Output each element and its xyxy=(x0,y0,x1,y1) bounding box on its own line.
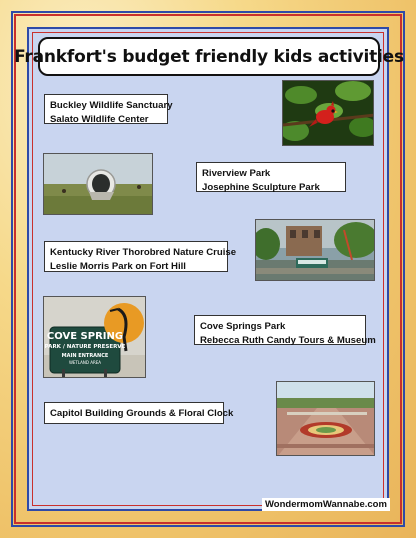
activity-name: Buckley Wildlife Sanctuary xyxy=(50,100,173,111)
activity-name: Leslie Morris Park on Fort Hill xyxy=(50,261,186,272)
sign-text: COVE SPRING xyxy=(46,331,124,342)
activity-name: Salato Wildlife Center xyxy=(50,114,149,125)
activity-name: Capitol Building Grounds & Floral Clock xyxy=(50,408,234,419)
activity-name: Josephine Sculpture Park xyxy=(202,182,320,193)
sign-text: WETLAND AREA xyxy=(68,360,102,365)
activity-name: Cove Springs Park xyxy=(200,321,286,332)
label-buckley-salato xyxy=(44,94,173,125)
label-capitol-floral-clock xyxy=(44,402,234,424)
cove-spring-sign-photo xyxy=(43,296,146,378)
activity-name: Rebecca Ruth Candy Tours & Museum xyxy=(200,335,376,346)
river-cruise-photo xyxy=(255,219,375,281)
cardinal-photo xyxy=(282,80,374,146)
activity-name: Riverview Park xyxy=(202,168,271,179)
sign-text: PARK / NATURE PRESERVE xyxy=(44,344,126,350)
sign-text: MAIN ENTRANCE xyxy=(61,353,109,359)
riverview-sculpture-photo xyxy=(43,153,153,215)
label-riverview-josephine xyxy=(196,162,346,192)
website-credit: WondermomWannabe.com xyxy=(262,498,390,511)
label-cove-springs-rebecca-ruth xyxy=(194,315,376,346)
activity-name: Kentucky River Thorobred Nature Cruise xyxy=(50,247,237,258)
title-banner xyxy=(14,37,404,76)
label-river-cruise-leslie xyxy=(44,241,237,272)
page-title: Frankfort's budget friendly kids activities xyxy=(14,46,404,67)
floral-clock-photo xyxy=(276,381,375,456)
